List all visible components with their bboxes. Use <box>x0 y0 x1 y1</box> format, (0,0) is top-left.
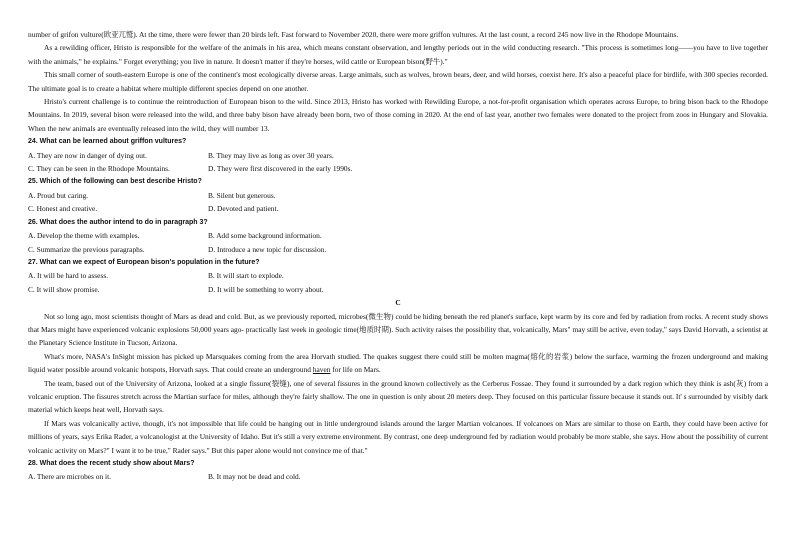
option-b: B. It may not be dead and cold. <box>208 472 301 482</box>
passage-b-paragraph-1: number of grifon vulture(欧亚兀鹫). At the time, there were fewer than 20 birds left. Fast forward to November 2020, there were more griffon vultures. At the last count, a record 245 now live in the Rhodope Mountains. <box>28 30 679 39</box>
option-row <box>28 202 768 215</box>
option-a: A. They are now in danger of dying out. <box>28 150 147 160</box>
option-b: B. They may live as long as over 30 years. <box>208 150 334 160</box>
option-d: D. Introduce a new topic for discussion. <box>208 244 327 254</box>
paragraph-text: for life on Mars. <box>330 365 381 375</box>
passage-c-paragraph-4: If Mars was volcanically active, though, it's not impossible that life could be hanging out in little underground islands around the larger Martian volcanoes. If volcanoes on Mars are similar to those on Earth, they could have been active for millions of years, says Erika Rader, a volcanologist at the University of Idaho. But it's still a very extreme environment. By contrast, one deep underground fed by radiation would probably be more stable, she says. How about the possibility of current volcanic activity on Mars?" I want it to be true," Rader says." But this paper alone would not convince me of that." <box>28 418 768 455</box>
option-a: A. It will be hard to assess. <box>28 271 109 281</box>
question-26 <box>28 216 768 256</box>
option-row <box>28 162 768 175</box>
option-d: D. They were first discovered in the early 1990s. <box>208 164 353 174</box>
option-row <box>28 243 768 256</box>
option-a: A. Develop the theme with examples. <box>28 231 140 241</box>
passage-c-paragraph-2 <box>28 350 768 377</box>
question-stem: 24. What can be learned about griffon vultures? <box>28 138 187 146</box>
option-d: D. Devoted and patient. <box>208 204 279 214</box>
option-row <box>28 269 768 282</box>
option-row <box>28 470 768 483</box>
passage-b-paragraph-4: Hristo's current challenge is to continue the reintroduction of European bison to the wild. Since 2013, Hristo has worked with Rewilding Europe, a not-for-profit organisation which operates across Europe, to bring bison back to the Rhodope Mountains. In 2019, several bison were released into the wild, and three baby bison have already been born, two of those coming in 2020. At the end of last year, another two females were donated to the project from zoos in Hungary and Slovakia. When the new animals are eventually released into the wild, they will number 13. <box>28 97 768 133</box>
question-stem: 26. What does the author intend to do in paragraph 3? <box>28 218 208 226</box>
option-c: C. It will show promise. <box>28 284 100 294</box>
option-a: A. Proud but caring. <box>28 190 89 200</box>
paragraph-text: What's more, NASA's InSight mission has picked up Marsquakes coming from the area Horvath studied. The quakes suggest there could still be molten magma(熔化的岩浆) below the surface, warming the frozen underground and making liquid water possible around volcanic hotspots, Horvath says. That could create an underground <box>28 351 768 375</box>
option-c: C. Honest and creative. <box>28 204 98 214</box>
option-row <box>28 149 768 162</box>
option-b: B. Add some background information. <box>208 231 322 241</box>
question-stem: 27. What can we expect of European bison's population in the future? <box>28 258 260 266</box>
question-28 <box>28 457 768 484</box>
option-c: C. They can be seen in the Rhodope Mountains. <box>28 164 170 174</box>
option-b: B. Silent but generous. <box>208 190 276 200</box>
question-27 <box>28 256 768 296</box>
option-c: C. Summarize the previous paragraphs. <box>28 244 145 254</box>
option-b: B. It will start to explode. <box>208 271 284 281</box>
page-content <box>28 28 768 484</box>
passage-c-paragraph-3: The team, based out of the University of Arizona, looked at a single fissure(裂缝), one of several fissures in the ground known collectively as the Cerberus Fossae. They found it surrounded by a dark region which they think is ash(灰) from a volcanic eruption. The fissures stretch across the Martian surface for miles, although they're fairly shallow. The one in question is only about 20 meters deep. They focused on this particular fissure because it stands out. It' s surrounded by visibly dark material which keeps heat well, Horvath says. <box>28 378 768 415</box>
option-row <box>28 283 768 296</box>
passage-b-paragraph-2: As a rewilding officer, Hristo is responsible for the welfare of the animals in his area, which means constant observation, and lengthy periods out in the wild conducting research. "This process is sometimes long——you have to live together with the animals," he explains." Forget everything; you live in nature. It doesn't matter if they're horses, wild cattle or European bison(野牛)." <box>28 43 768 66</box>
underlined-word: haven <box>312 365 331 375</box>
question-25 <box>28 175 768 215</box>
question-24 <box>28 135 768 175</box>
passage-c-paragraph-1: Not so long ago, most scientists thought of Mars as dead and cold. But, as we previously reported, microbes(微生物) could be hiding beneath the red planet's surface, kept warm by its core and fed by radiation from rocks. A recent study shows that Mars might have experienced volcanic explosions 50,000 years ago- practically last week in geologic time(地质时期). Such activity raises the possibility that, volcanically, Mars" may still be active, even today," says David Horvath, a scientist at the Planetary Science Institute in Tucson, Arizona. <box>28 311 768 348</box>
passage-b-paragraph-3: This small corner of south-eastern Europe is one of the continent's most ecologically diverse areas. Large animals, such as wolves, brown bears, deer, and wild horses, coexist here. It's also a peaceful place for birdlife, with 300 species recorded. The ultimate goal is to create a habitat where multiple different species depend on one another. <box>28 70 768 93</box>
option-row <box>28 229 768 242</box>
section-c-heading: C <box>395 298 401 308</box>
option-row <box>28 189 768 202</box>
question-stem: 28. What does the recent study show about Mars? <box>28 460 195 467</box>
question-stem: 25. Which of the following can best describe Hristo? <box>28 178 202 186</box>
option-d: D. It will be something to worry about. <box>208 284 324 294</box>
option-a: A. There are microbes on it. <box>28 472 111 482</box>
